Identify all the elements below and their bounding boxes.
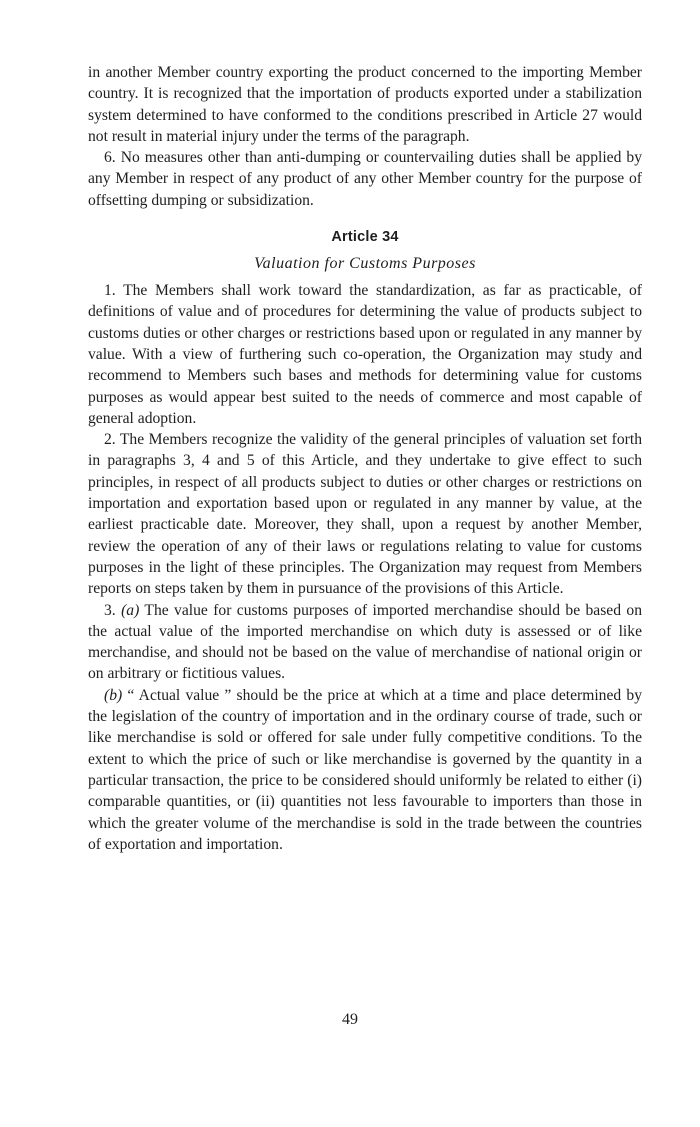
paragraph-6: 6. No measures other than anti-dumping or countervailing duties shall be applied by any Member in respect of any product of any other Member country for the purpose of offsetting dumping or subsidization. — [88, 149, 642, 209]
paragraph-3a-text: The value for customs purposes of imported merchandise should be based on the actual value of the imported merchandise on which duty is assessed or of like merchandise, and should not be based on the value of merchandise of national origin or on arbitrary or fictitious values. — [88, 601, 643, 683]
page-number: 49 — [342, 1011, 358, 1028]
paragraph-3b — [88, 685, 642, 855]
paragraph-3a-label: (a) — [121, 601, 140, 619]
paragraph-3b-text: “ Actual value ” should be the price at which at a time and place determined by the legislation of the country of importation and in the ordinary course of trade, such or like merchandise is sold or offered for sale under fully competitive conditions. To the extent to which the price of such or like merchandise is governed by the quantity in a particular transaction, the price to be considered should uniformly be related to either (i) comparable quantities, or (ii) quantities not less favourable to importers than those in which the greater volume of the merchandise is sold in the trade between the countries of exportation and importation. — [88, 686, 643, 853]
paragraph-2: 2. The Members recognize the validity of the general principles of valuation set forth in paragraphs 3, 4 and 5 of this Article, and they undertake to give effect to such principles, in respect of all products subject to duties or other charges or restrictions on importation and exportation based upon or regulated in any manner by value, at the earliest practicable date. Moreover, they shall, upon a request by another Member, review the operation of any of their laws or regulations relating to value for customs purposes in the light of these principles. The Organization may request from Members reports on steps taken by them in pursuance of the provisions of this Article. — [88, 431, 642, 598]
document-page — [88, 62, 642, 855]
article-heading: Article 34 — [331, 229, 399, 246]
article-subtitle: Valuation for Customs Purposes — [254, 255, 476, 273]
intro-paragraph: in another Member country exporting the product concerned to the importing Member country. It is recognized that the importation of products exported under a stabilization system determined to have conformed to the conditions prescribed in Article 27 would not result in material injury under the terms of the paragraph. — [88, 64, 642, 145]
paragraph-3b-label: (b) — [104, 686, 123, 704]
paragraph-3a — [88, 600, 642, 685]
paragraph-1: 1. The Members shall work toward the standardization, as far as practicable, of definitions of value and of procedures for determining the value of products subject to customs duties or other charges or restrictions based upon or regulated in any manner by value. With a view of furthering such co-operation, the Organization may study and recommend to Members such bases and methods for determining value for customs purposes as would appear best suited to the needs of commerce and most capable of general adoption. — [88, 282, 642, 427]
paragraph-3a-number: 3. — [104, 601, 116, 619]
